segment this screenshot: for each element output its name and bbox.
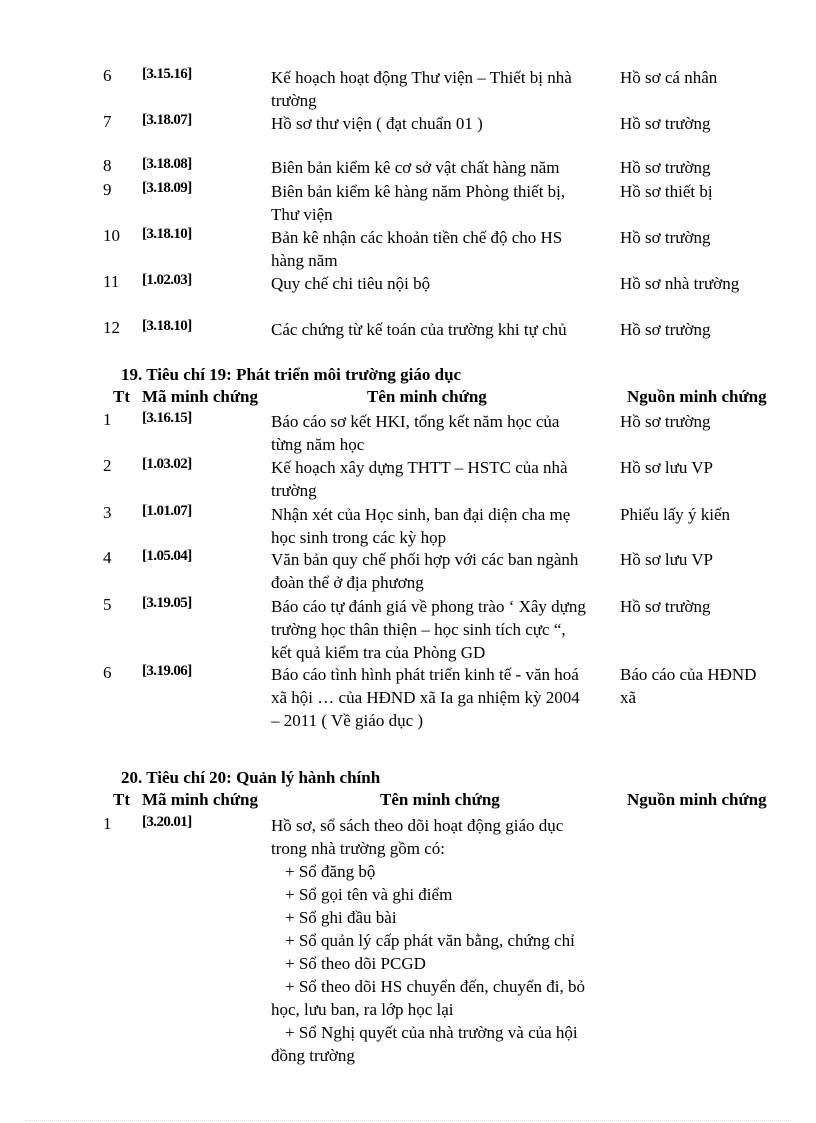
evidence-name: Kế hoạch xây dựng THTT – HSTC của nhà trường	[271, 458, 568, 500]
evidence-code: [3.18.10]	[142, 318, 192, 334]
header-name: Tên minh chứng	[367, 387, 487, 406]
evidence-code: [3.18.09]	[142, 180, 192, 196]
list-item: + Sổ quản lý cấp phát văn bằng, chứng chỉ	[285, 931, 575, 950]
evidence-name: Kế hoạch hoạt động Thư viện – Thiết bị nhà trường	[271, 68, 572, 110]
list-item: + Sổ đăng bộ	[285, 862, 376, 881]
evidence-name: Báo cáo tình hình phát triển kinh tế - văn hoá xã hội … của HĐND xã Ia ga nhiệm kỳ 2004 – 2011 ( Về giáo dục )	[271, 665, 580, 730]
evidence-name: Các chứng từ kế toán của trường khi tự chủ	[271, 320, 567, 339]
row-number: 2	[103, 456, 112, 475]
header-name: Tên minh chứng	[380, 790, 500, 809]
evidence-source: Hồ sơ nhà trường	[620, 274, 740, 293]
evidence-code: [3.16.15]	[142, 410, 192, 426]
evidence-name: Biên bản kiểm kê cơ sở vật chất hàng năm	[271, 158, 560, 177]
header-tt: Tt	[113, 790, 130, 809]
row-number: 5	[103, 595, 112, 614]
page-bottom-divider	[25, 1120, 791, 1121]
row-number: 10	[103, 226, 120, 245]
evidence-name: Báo cáo sơ kết HKI, tổng kết năm học của từng năm học	[271, 412, 560, 454]
evidence-source: Hồ sơ thiết bị	[620, 182, 713, 201]
row-number: 8	[103, 156, 112, 175]
evidence-code: [3.18.07]	[142, 112, 192, 128]
evidence-source: Hồ sơ lưu VP	[620, 550, 713, 569]
evidence-source: Phiếu lấy ý kiến	[620, 505, 731, 524]
header-source: Nguồn minh chứng	[627, 790, 767, 809]
evidence-source: Hồ sơ trường	[620, 320, 711, 339]
evidence-source: Hồ sơ trường	[620, 114, 711, 133]
header-code: Mã minh chứng	[142, 387, 258, 406]
evidence-code: [1.03.02]	[142, 456, 192, 472]
evidence-name: Bản kê nhận các khoản tiền chế độ cho HS hàng năm	[271, 228, 563, 270]
evidence-code: [3.19.05]	[142, 595, 192, 611]
row-number: 6	[103, 663, 112, 682]
row-number: 11	[103, 272, 120, 291]
evidence-code: [1.01.07]	[142, 503, 192, 519]
section-heading: 20. Tiêu chí 20: Quản lý hành chính	[121, 768, 381, 787]
evidence-name: Hồ sơ, sổ sách theo dõi hoạt động giáo dục trong nhà trường gồm có: + Sổ đăng bộ + Sổ gọi tên và ghi điểm + Sổ ghi đầu bài + Sổ quản lý cấp phát văn bằng, chứng chỉ + Sổ theo dõi PCGD + Sổ theo dõi HS chuyển đến, chuyển đi, bỏ học, lưu ban, ra lớp học lại + Sổ Nghị quyết của nhà trường và của hội đồng trường	[271, 814, 616, 1067]
list-item: + Sổ ghi đầu bài	[285, 908, 397, 927]
evidence-code: [1.02.03]	[142, 272, 192, 288]
row-number: 4	[103, 548, 112, 567]
evidence-source: Hồ sơ trường	[620, 412, 711, 431]
evidence-code: [3.19.06]	[142, 663, 192, 679]
row-number: 6	[103, 66, 112, 85]
evidence-source: Hồ sơ trường	[620, 158, 711, 177]
evidence-source: Hồ sơ lưu VP	[620, 458, 713, 477]
evidence-source: Hồ sơ trường	[620, 228, 711, 247]
evidence-name: Nhận xét của Học sinh, ban đại diện cha mẹ học sinh trong các kỳ họp	[271, 505, 571, 547]
header-code: Mã minh chứng	[142, 790, 258, 809]
row-number: 7	[103, 112, 112, 131]
section-heading: 19. Tiêu chí 19: Phát triển môi trường giáo dục	[121, 365, 462, 384]
evidence-code: [3.15.16]	[142, 66, 192, 82]
list-item: + Sổ gọi tên và ghi điểm	[285, 885, 453, 904]
list-item-continued: đồng trường	[271, 1046, 355, 1065]
row-number: 12	[103, 318, 120, 337]
row-number: 1	[103, 814, 112, 833]
row-number: 9	[103, 180, 112, 199]
evidence-code: [3.18.10]	[142, 226, 192, 242]
list-item: + Sổ Nghị quyết của nhà trường và của hội	[285, 1023, 578, 1042]
row-number: 3	[103, 503, 112, 522]
evidence-name: Biên bản kiểm kê hàng năm Phòng thiết bị, Thư viện	[271, 182, 566, 224]
evidence-code: [3.20.01]	[142, 814, 192, 830]
evidence-name: Báo cáo tự đánh giá về phong trào ‘ Xây dựng trường học thân thiện – học sinh tích cực “, kết quả kiểm tra của Phòng GD	[271, 597, 586, 662]
header-tt: Tt	[113, 387, 130, 406]
evidence-code: [1.05.04]	[142, 548, 192, 564]
list-item-continued: học, lưu ban, ra lớp học lại	[271, 1000, 454, 1019]
list-item: + Sổ theo dõi PCGD	[285, 954, 426, 973]
evidence-name: Văn bản quy chế phối hợp với các ban ngành đoàn thể ở địa phương	[271, 550, 579, 592]
header-source: Nguồn minh chứng	[627, 387, 767, 406]
evidence-code: [3.18.08]	[142, 156, 192, 172]
evidence-source: Báo cáo của HĐND xã	[620, 665, 757, 707]
evidence-source: Hồ sơ cá nhân	[620, 68, 718, 87]
evidence-name: Hồ sơ thư viện ( đạt chuẩn 01 )	[271, 114, 483, 133]
evidence-name: Quy chế chi tiêu nội bộ	[271, 274, 431, 293]
evidence-source: Hồ sơ trường	[620, 597, 711, 616]
row-number: 1	[103, 410, 112, 429]
list-item: + Sổ theo dõi HS chuyển đến, chuyển đi, bỏ	[285, 977, 585, 996]
